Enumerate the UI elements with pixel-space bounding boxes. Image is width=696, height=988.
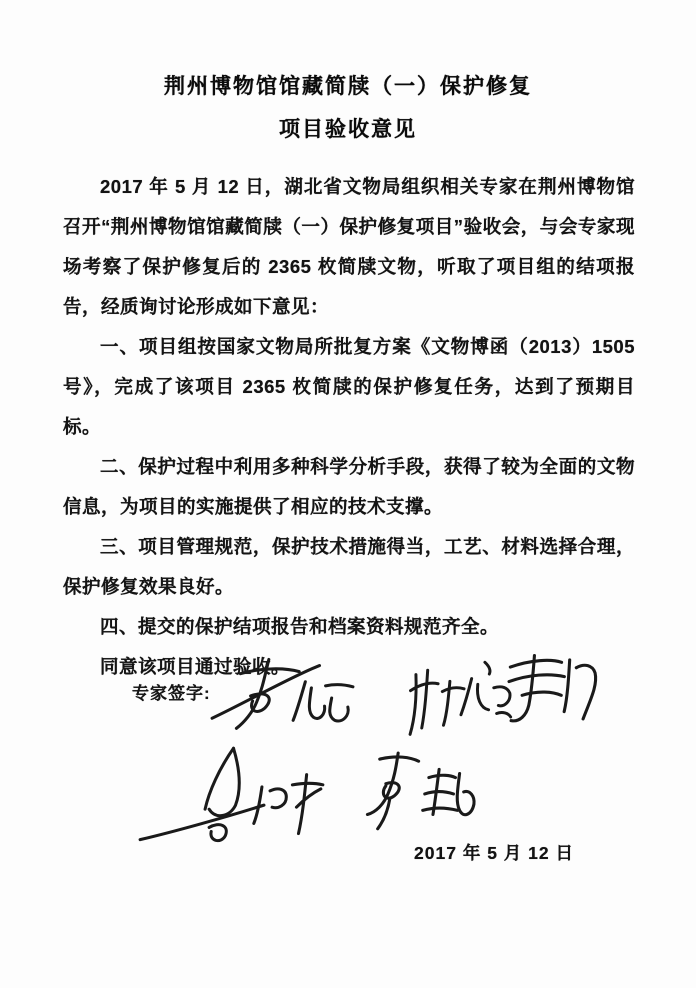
paragraph-conclusion: 同意该项目通过验收。 [100,656,291,677]
signature-wu-jicai [134,740,332,852]
paragraph-item-3: 三、项目管理规范，保护技术措施得当，工艺、材料选择合理，保护修复效果良好。 [63,536,635,597]
paragraph-item-4: 四、提交的保护结项报告和档案资料规范齐全。 [100,616,500,637]
signature-li-huayuan [206,652,358,746]
document-title-line-2: 项目验收意见 [279,118,417,141]
signature-li-jia [489,645,601,735]
document-body [0,167,696,687]
document-title-line-1: 荆州博物馆馆藏简牍（一）保护修复 [164,75,532,98]
expert-signature-label: 专家签字: [132,684,211,703]
document-title [0,0,696,141]
signature-li-min [349,748,477,842]
paragraph-item-1: 一、项目组按国家文物局所批复方案《文物博函（2013）1505 号》，完成了该项目 2365 枚简牍的保护修复任务，达到了预期目标。 [63,336,635,437]
document-date: 2017 年 5 月 12 日 [414,843,574,863]
paragraph-item-2: 二、保护过程中利用多种科学分析手段，获得了较为全面的文物信息，为项目的实施提供了相应的技术支撑。 [63,456,635,517]
paragraph-intro: 2017 年 5 月 12 日，湖北省文物局组织相关专家在荆州博物馆召开“荆州博物馆馆藏简牍（一）保护修复项目”验收会，与会专家现场考察了保护修复后的 2365 枚简牍文物，听取了项目组的结项报告，经质询讨论形成如下意见： [63,176,635,317]
